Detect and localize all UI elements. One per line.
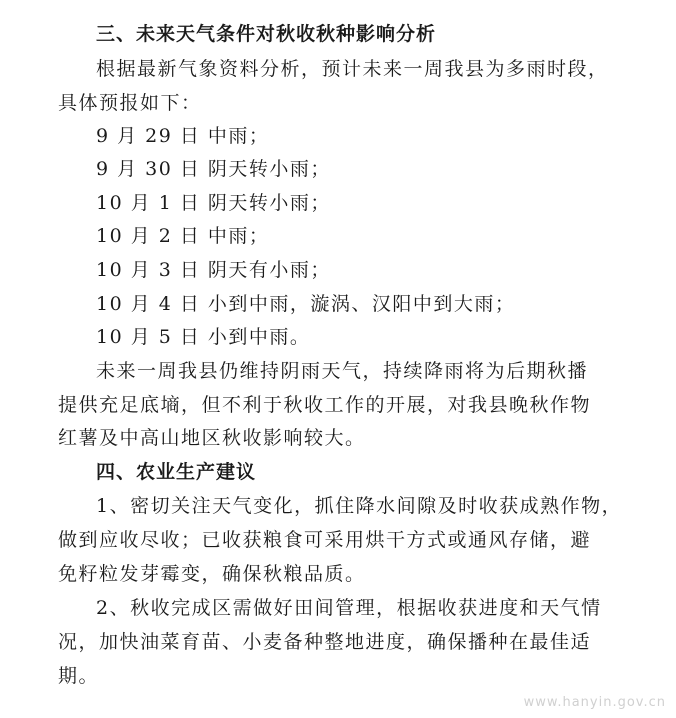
section-3-heading: 三、未来天气条件对秋收秋种影响分析 <box>96 23 437 45</box>
section-3-summary-line-3: 红薯及中高山地区秋收影响较大。 <box>58 427 366 449</box>
advice-2-line-1: 2、秋收完成区需做好田间管理，根据收获进度和天气情 <box>96 597 602 619</box>
forecast-item: 10 月 5 日 小到中雨。 <box>96 326 311 348</box>
section-3-summary-line-1: 未来一周我县仍维持阴雨天气，持续降雨将为后期秋播 <box>96 360 589 382</box>
site-watermark: www.hanyin.gov.cn <box>523 695 666 710</box>
forecast-item: 9 月 29 日 中雨； <box>96 125 270 147</box>
section-4-heading: 四、农业生产建议 <box>96 461 257 483</box>
advice-1-line-1: 1、密切关注天气变化，抓住降水间隙及时收获成熟作物， <box>96 495 623 517</box>
section-3-intro-line-1: 根据最新气象资料分析，预计未来一周我县为多雨时段， <box>96 58 609 80</box>
forecast-item: 9 月 30 日 阴天转小雨； <box>96 158 331 180</box>
advice-2-line-3: 期。 <box>58 665 100 687</box>
section-3-intro-line-2: 具体预报如下： <box>58 92 202 114</box>
section-3-summary-line-2: 提供充足底墒，但不利于秋收工作的开展，对我县晚秋作物 <box>58 394 592 416</box>
advice-1-line-3: 免籽粒发芽霉变，确保秋粮品质。 <box>58 563 366 585</box>
forecast-item: 10 月 1 日 阴天转小雨； <box>96 192 331 214</box>
forecast-item: 10 月 3 日 阴天有小雨； <box>96 259 331 281</box>
forecast-item: 10 月 4 日 小到中雨，漩涡、汉阳中到大雨； <box>96 293 516 315</box>
advice-1-line-2: 做到应收尽收；已收获粮食可采用烘干方式或通风存储，避 <box>58 529 592 551</box>
advice-2-line-2: 况，加快油菜育苗、小麦备种整地进度，确保播种在最佳适 <box>58 631 592 653</box>
forecast-item: 10 月 2 日 中雨； <box>96 225 270 247</box>
